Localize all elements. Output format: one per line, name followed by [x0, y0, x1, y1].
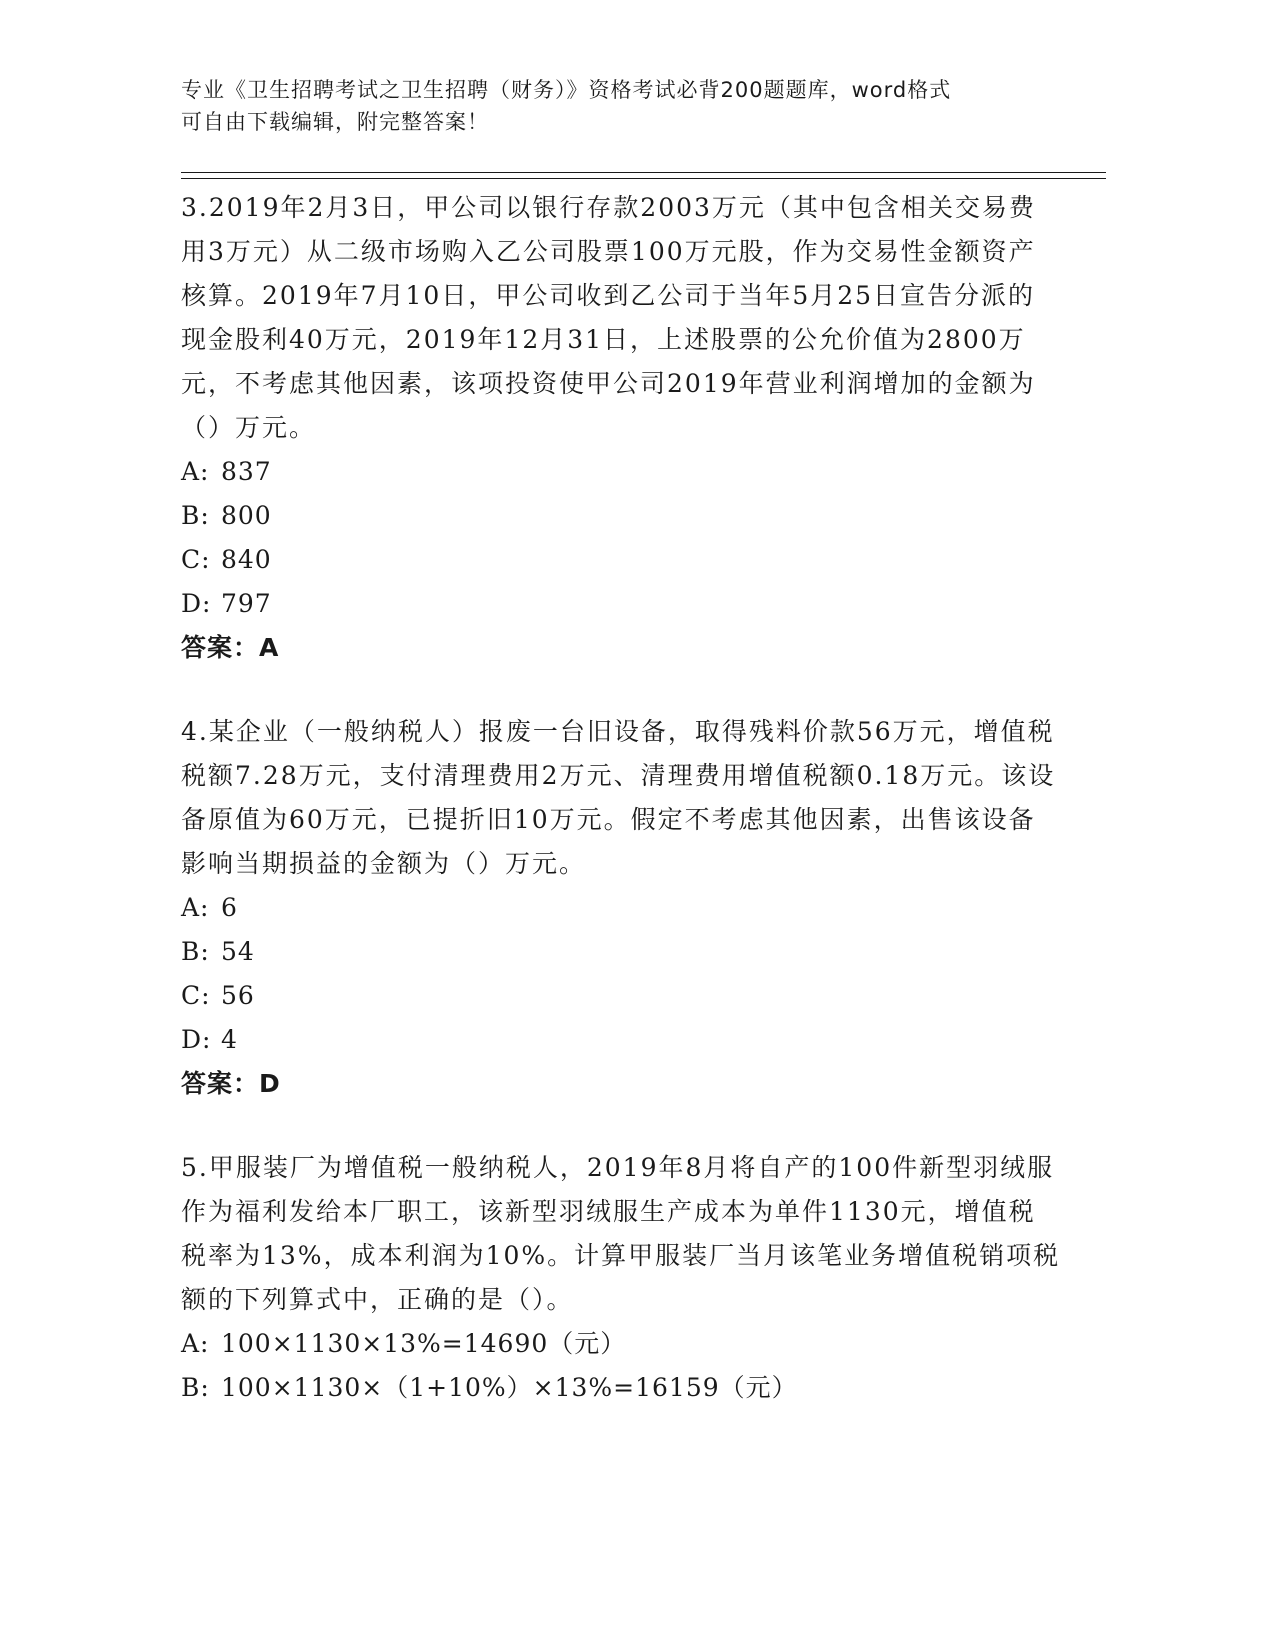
option-c — [181, 974, 1061, 1018]
option-letter: D: — [181, 589, 212, 618]
option-letter: B: — [181, 937, 210, 966]
document-header — [181, 74, 1061, 138]
header-line-2: 可自由下载编辑，附完整答案！ — [181, 110, 489, 134]
question-stem: 5.甲服装厂为增值税一般纳税人，2019年8月将自产的100件新型羽绒服作为福利发给本厂职工，该新型羽绒服生产成本为单件1130元，增值税税率为13%，成本利润为10%。计算甲服装厂当月该笔业务增值税销项税额的下列算式中，正确的是（）。 — [181, 1153, 1061, 1314]
option-letter: D: — [181, 1025, 212, 1054]
option-letter: A: — [181, 893, 210, 922]
answer-label: 答案：D — [181, 1069, 281, 1098]
question-stem: 3.2019年2月3日，甲公司以银行存款2003万元（其中包含相关交易费用3万元）从二级市场购入乙公司股票100万元股，作为交易性金额资产核算。2019年7月10日，甲公司收到乙公司于当年5月25日宣告分派的现金股利40万元，2019年12月31日，上述股票的公允价值为2800万元，不考虑其他因素，该项投资使甲公司2019年营业利润增加的金额为（）万元。 — [181, 193, 1036, 442]
option-b — [181, 930, 1061, 974]
option-letter: A: — [181, 1329, 210, 1358]
option-letter: C: — [181, 981, 211, 1010]
option-text: 837 — [221, 457, 272, 486]
option-a — [181, 1322, 1061, 1366]
header-divider-top — [181, 172, 1106, 173]
option-text: 800 — [221, 501, 272, 530]
option-text: 100×1130×（1+10%）×13%=16159（元） — [221, 1373, 798, 1402]
option-text: 4 — [221, 1025, 238, 1054]
question-3 — [181, 186, 1061, 670]
option-d — [181, 1018, 1061, 1062]
option-letter: B: — [181, 501, 210, 530]
option-letter: A: — [181, 457, 210, 486]
option-b — [181, 494, 1061, 538]
option-letter: C: — [181, 545, 211, 574]
option-a — [181, 886, 1061, 930]
option-text: 100×1130×13%=14690（元） — [221, 1329, 627, 1358]
question-4 — [181, 710, 1061, 1106]
option-text: 54 — [221, 937, 255, 966]
question-stem: 4.某企业（一般纳税人）报废一台旧设备，取得残料价款56万元，增值税税额7.28万元，支付清理费用2万元、清理费用增值税额0.18万元。该设备原值为60万元，已提折旧10万元。假定不考虑其他因素，出售该设备影响当期损益的金额为（）万元。 — [181, 717, 1056, 878]
option-c — [181, 538, 1061, 582]
option-letter: B: — [181, 1373, 210, 1402]
option-text: 56 — [221, 981, 255, 1010]
option-text: 6 — [221, 893, 238, 922]
option-d — [181, 582, 1061, 626]
option-text: 840 — [221, 545, 272, 574]
header-line-1: 专业《卫生招聘考试之卫生招聘（财务）》资格考试必背200题题库，word格式 — [181, 78, 952, 102]
question-5 — [181, 1146, 1061, 1410]
option-text: 797 — [221, 589, 272, 618]
question-list — [181, 186, 1061, 1450]
option-b — [181, 1366, 1061, 1410]
option-a — [181, 450, 1061, 494]
answer-label: 答案：A — [181, 633, 280, 662]
header-divider-bottom — [181, 178, 1106, 179]
